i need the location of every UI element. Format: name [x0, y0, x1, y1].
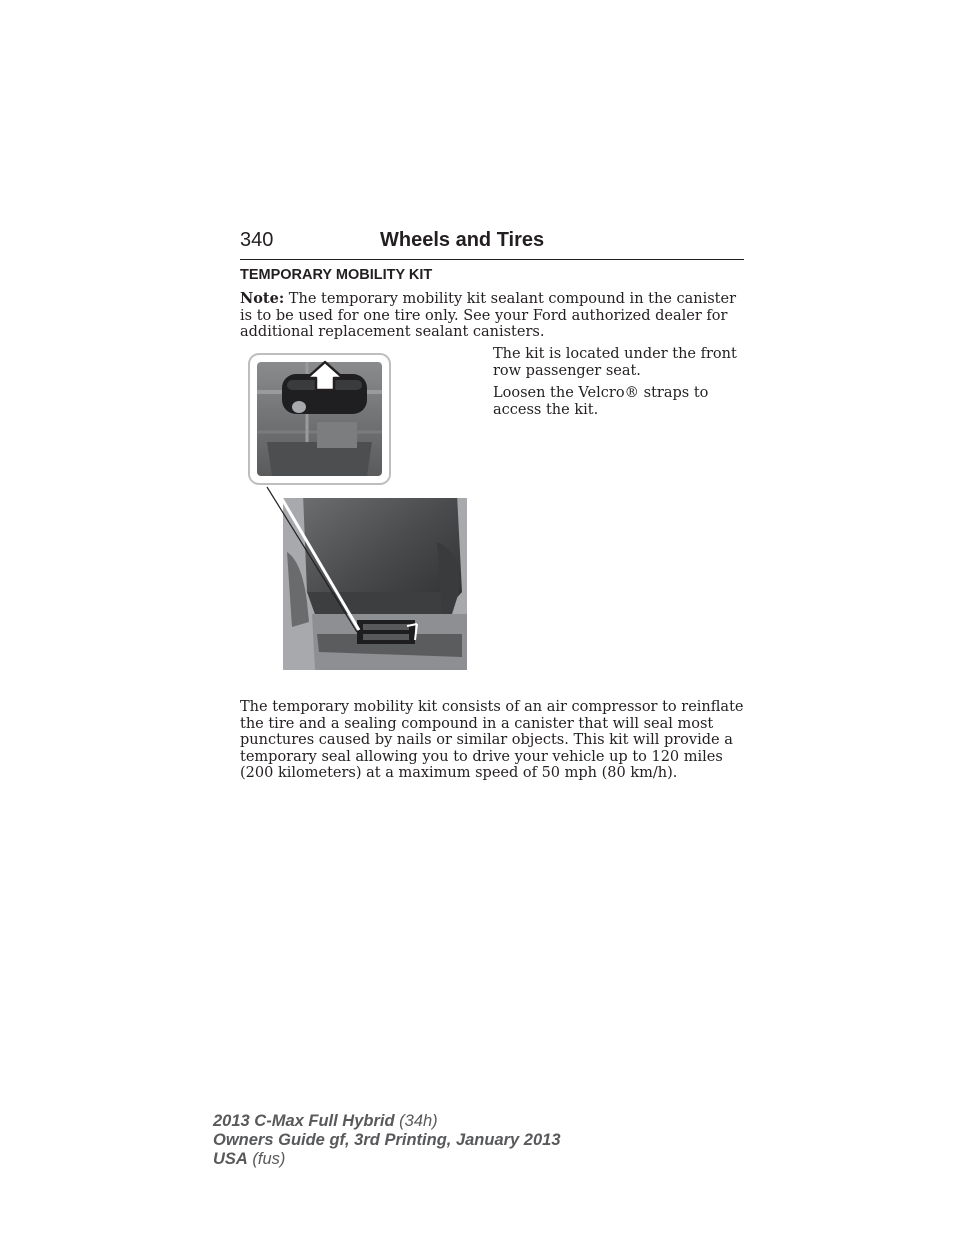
seat-illustration — [247, 352, 469, 672]
footer-market-code: (fus) — [247, 1150, 286, 1168]
note-paragraph — [240, 291, 744, 341]
page-header — [240, 229, 744, 260]
footer-model-code: (34h) — [394, 1112, 438, 1130]
section-heading: TEMPORARY MOBILITY KIT — [240, 267, 433, 283]
kit-location-text: The kit is located under the front row passenger seat. — [493, 346, 737, 379]
footer-line-1 — [213, 1112, 561, 1131]
seat-image — [283, 494, 467, 670]
page-number: 340 — [240, 229, 274, 251]
page-footer — [213, 1112, 561, 1169]
page-title: Wheels and Tires — [380, 229, 545, 251]
footer-model: 2013 C-Max Full Hybrid — [213, 1112, 395, 1130]
footer-line-2 — [213, 1131, 561, 1150]
footer-printing: Owners Guide gf, 3rd Printing, January 2013 — [213, 1131, 561, 1149]
kit-location-illustration — [247, 352, 469, 672]
kit-description-paragraph: The temporary mobility kit consists of an air compressor to reinflate the tire and a sealing compound in a canister that will seal most punctures caused by nails or similar objects. This kit will provide a temporary seal allowing you to drive your vehicle up to 120 miles (200 kilometers) at a maximum speed of 50 mph (80 km/h). — [240, 699, 744, 781]
note-text: The temporary mobility kit sealant compound in the canister is to be used for one tire only. See your Ford authorized dealer for additional replacement sealant canisters. — [240, 291, 737, 340]
note-label: Note: — [240, 290, 285, 307]
velcro-straps-text: Loosen the Velcro® straps to access the kit. — [493, 385, 709, 418]
footer-market: USA — [213, 1150, 248, 1168]
footer-line-3 — [213, 1150, 561, 1169]
